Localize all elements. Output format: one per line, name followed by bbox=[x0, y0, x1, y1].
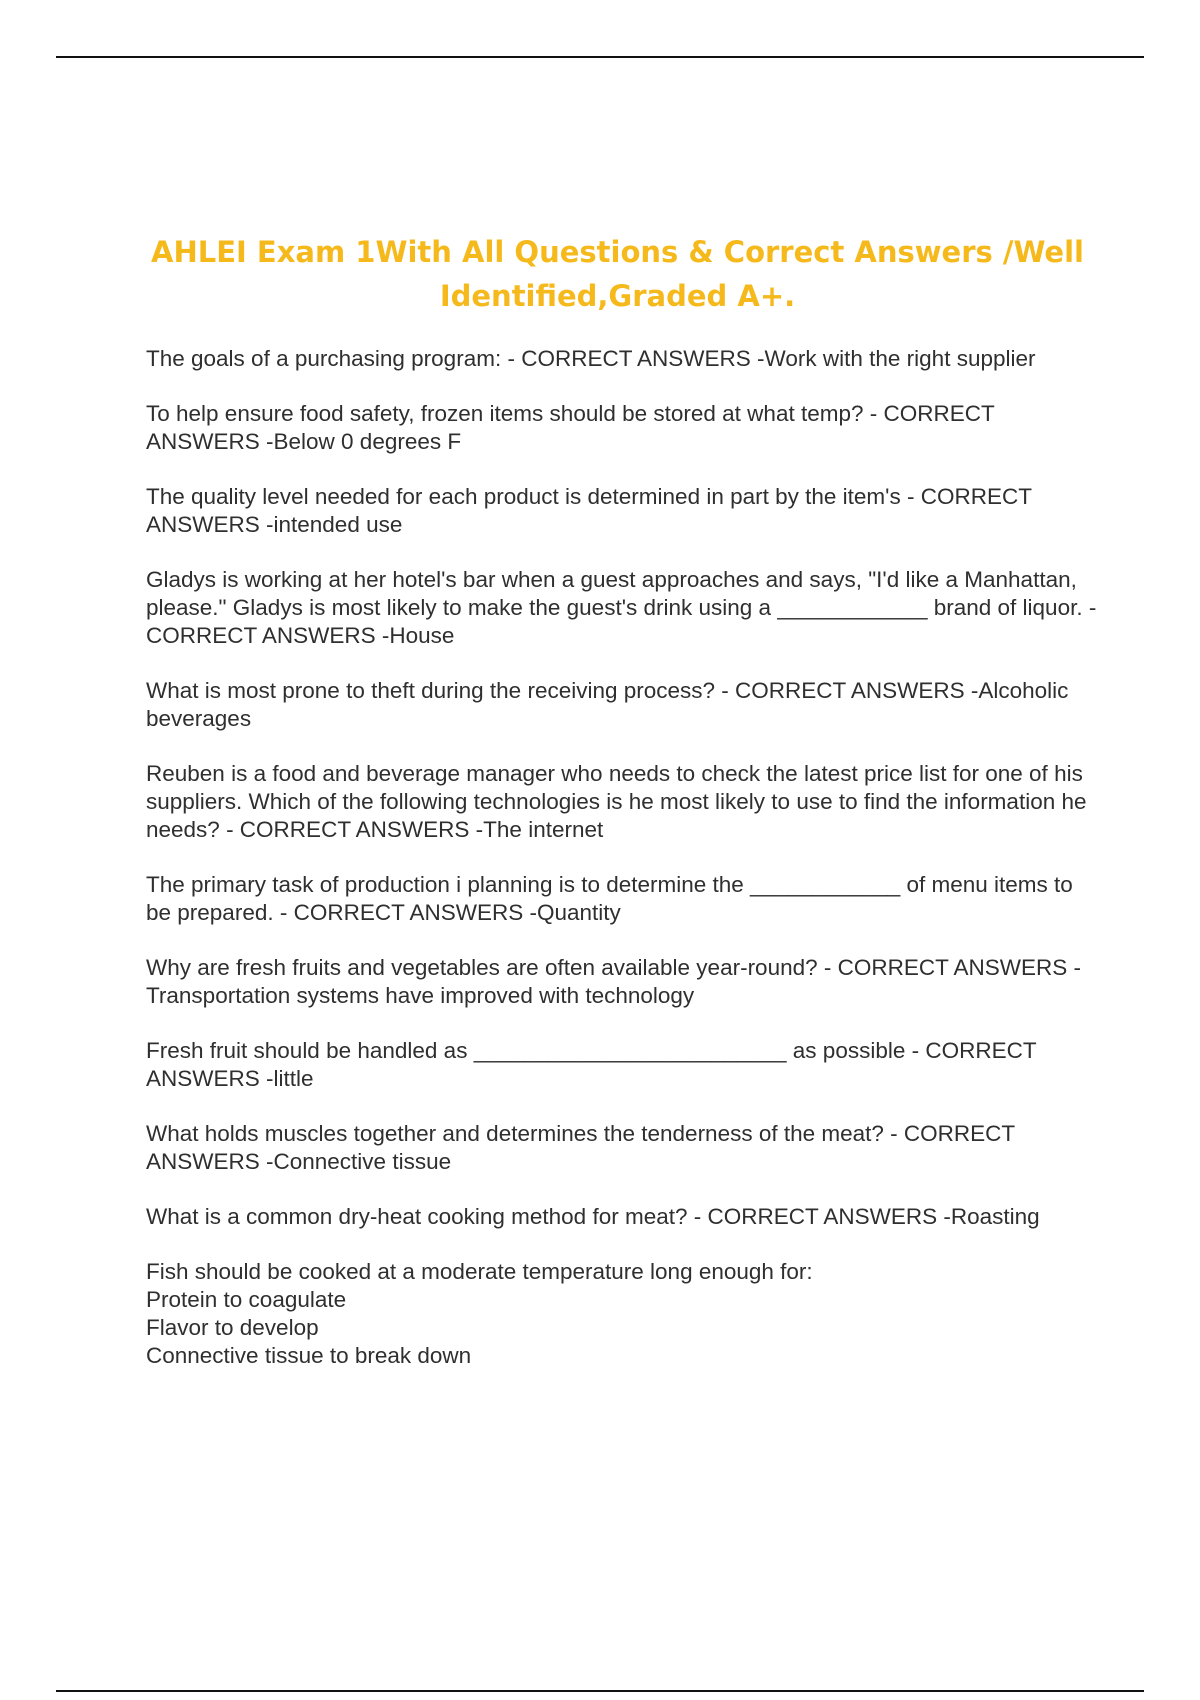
qa-item-4: Gladys is working at her hotel's bar when a guest approaches and says, "I'd like a Manhattan, please." Gladys is most likely to make the guest's drink using a ____________ brand of liquor. - CORRECT ANSWERS -House bbox=[146, 567, 1097, 648]
qa-item-2: To help ensure food safety, frozen items should be stored at what temp? - CORRECT ANSWERS -Below 0 degrees F bbox=[146, 401, 995, 454]
top-rule bbox=[56, 56, 1144, 58]
qa-item-7: The primary task of production i planning is to determine the ____________ of menu items to be prepared. - CORRECT ANSWERS -Quantity bbox=[146, 872, 1073, 925]
option-line: Protein to coagulate bbox=[146, 1287, 347, 1312]
qa-item-5: What is most prone to theft during the receiving process? - CORRECT ANSWERS -Alcoholic beverages bbox=[146, 678, 1069, 731]
qa-item-11: What is a common dry-heat cooking method for meat? - CORRECT ANSWERS -Roasting bbox=[146, 1204, 1040, 1229]
qa-item-8: Why are fresh fruits and vegetables are often available year-round? - CORRECT ANSWERS -Transportation systems have improved with technology bbox=[146, 955, 1081, 1008]
qa-item-10: What holds muscles together and determines the tenderness of the meat? - CORRECT ANSWERS -Connective tissue bbox=[146, 1121, 1015, 1174]
option-line: Connective tissue to break down bbox=[146, 1343, 472, 1368]
question-stem: Fish should be cooked at a moderate temperature long enough for: bbox=[146, 1259, 813, 1284]
qa-item-1: The goals of a purchasing program: - CORRECT ANSWERS -Work with the right supplier bbox=[146, 346, 1036, 371]
qa-item-9: Fresh fruit should be handled as _________________________ as possible - CORRECT ANSWERS -little bbox=[146, 1038, 1037, 1091]
document-title: AHLEI Exam 1With All Questions & Correct Answers /Well Identified,Graded A+. bbox=[151, 235, 1084, 313]
option-line: Flavor to develop bbox=[146, 1315, 319, 1340]
bottom-rule bbox=[56, 1690, 1144, 1692]
qa-item-3: The quality level needed for each product is determined in part by the item's - CORRECT ANSWERS -intended use bbox=[146, 484, 1032, 537]
qa-item-12 bbox=[146, 1258, 1101, 1370]
qa-item-6: Reuben is a food and beverage manager who needs to check the latest price list for one of his suppliers. Which of the following technologies is he most likely to use to find the information he needs? - CORRECT ANSWERS -The internet bbox=[146, 761, 1087, 842]
qa-list bbox=[146, 345, 1101, 1370]
